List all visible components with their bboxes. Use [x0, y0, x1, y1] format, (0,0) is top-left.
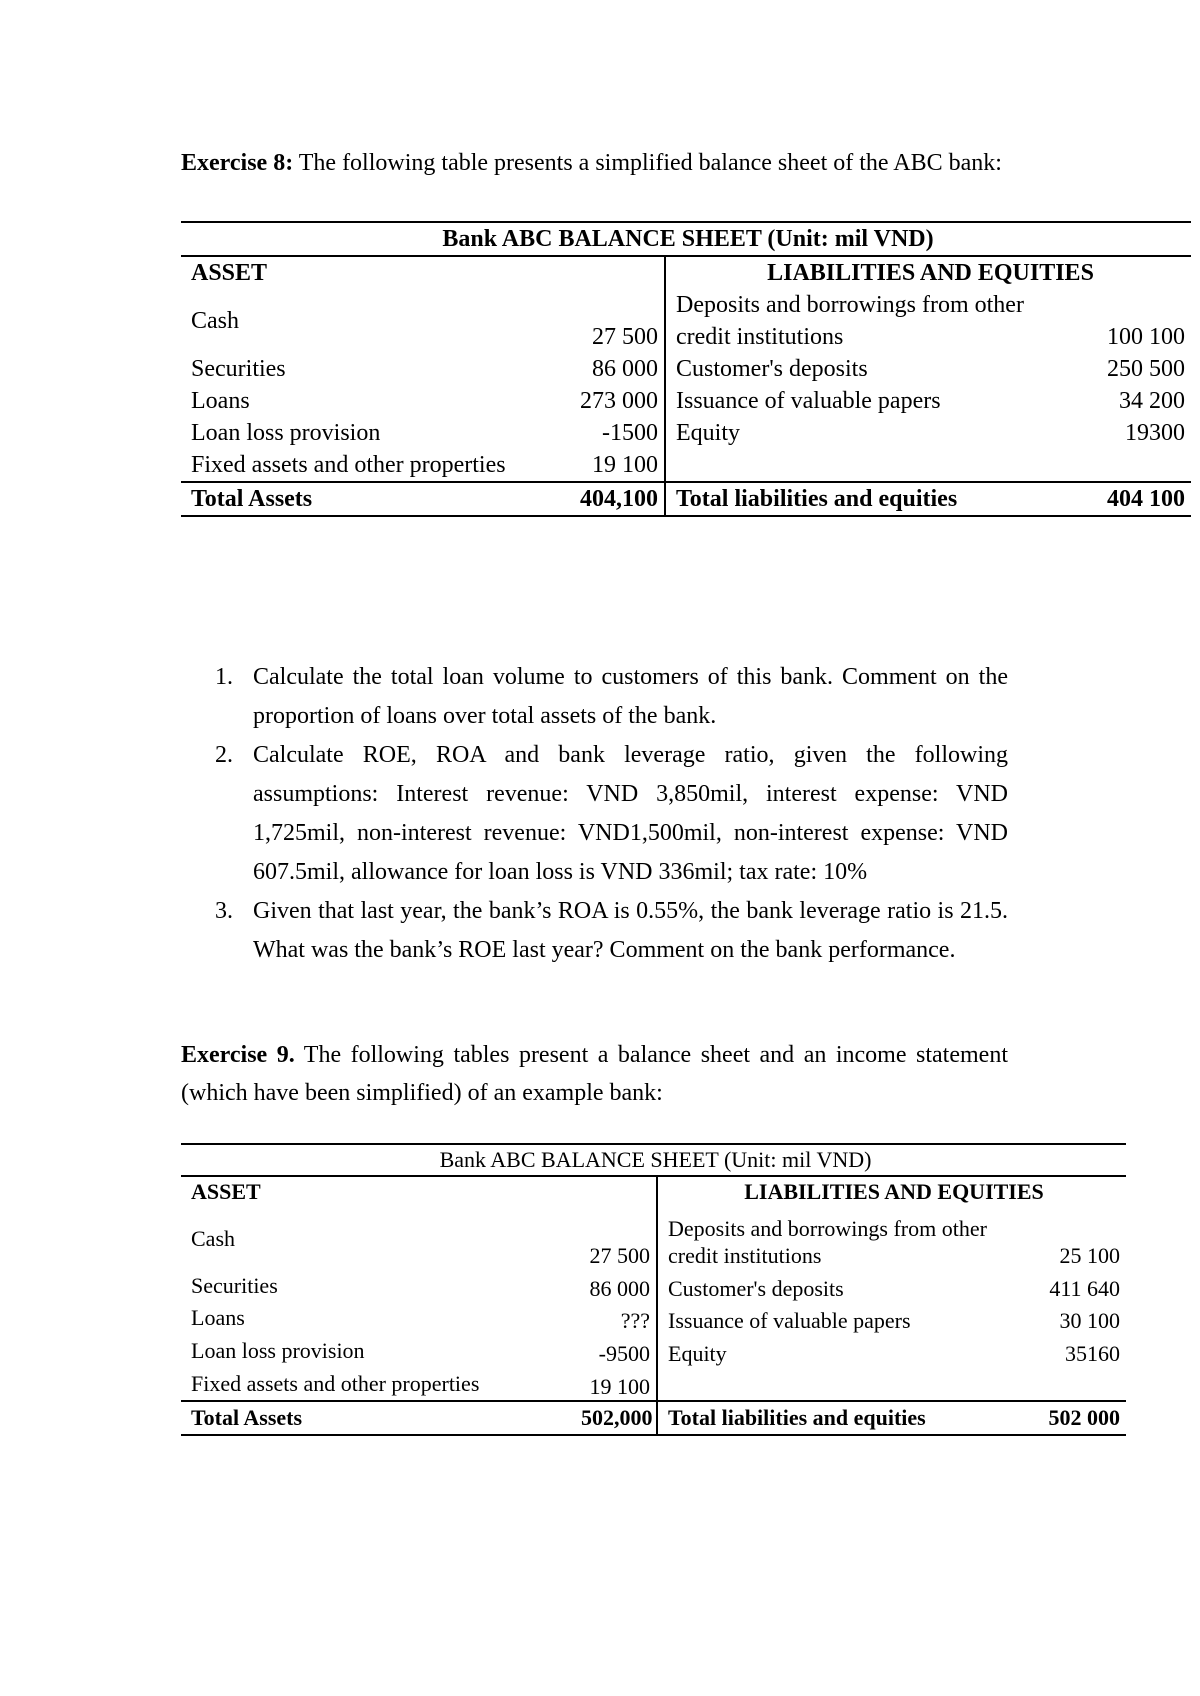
exercise-9-intro — [181, 1036, 1008, 1112]
table-1-liab-label: Customer's deposits — [676, 356, 868, 382]
question-number: 2. — [215, 742, 233, 768]
balance-sheet-table-1 — [181, 221, 1191, 517]
table-1-asset-value: 273 000 — [571, 385, 665, 417]
balance-sheet-table-2 — [181, 1143, 1126, 1436]
table-2-liab-label: Deposits and borrowings from other credit institutions — [668, 1216, 987, 1268]
table-1-liab-value: 250 500 — [1107, 356, 1186, 382]
table-2-asset-label: Cash — [191, 1225, 235, 1251]
table-2-liab-value: 35160 — [1065, 1341, 1120, 1366]
list-item — [181, 892, 1008, 970]
table-2-asset-label: Securities — [191, 1273, 278, 1298]
table-1-asset-value: 19 100 — [571, 449, 665, 482]
table-2-liab-label — [657, 1367, 1032, 1401]
table-row — [181, 385, 1191, 417]
table-1-asset-label: Securities — [191, 356, 286, 382]
exercise-9-intro-text: The following tables present a balance sheet and an income statement (which have been simplified) of an example bank: — [181, 1042, 1008, 1106]
table-2-asset-value: 27 500 — [581, 1207, 657, 1269]
table-1-total-row — [181, 482, 1191, 516]
table-1-asset-label: Loans — [191, 388, 250, 414]
table-2-total-asset-value: 502,000 — [581, 1401, 657, 1435]
table-1-asset-label: Cash — [191, 308, 239, 334]
table-2-total-liab-label: Total liabilities and equities — [657, 1401, 1032, 1435]
table-2-total-liab-value: 502 000 — [1032, 1401, 1126, 1435]
table-1-asset-header: ASSET — [181, 256, 665, 289]
table-1-liab-value: 19300 — [1125, 420, 1186, 446]
list-item — [181, 658, 1008, 736]
table-1-liab-value: 100 100 — [1107, 324, 1186, 350]
question-text: Calculate ROE, ROA and bank leverage ratio, given the following assumptions: Interest revenue: VND 3,850mil, interest expense: VND 1,725mil, non-interest revenue: VND1,500mil, non-interest expense: VND 607.5mil, allowance for loan loss is VND 336mil; tax rate: 10% — [253, 742, 1008, 885]
table-2-liab-header: LIABILITIES AND EQUITIES — [744, 1179, 1044, 1204]
table-row — [181, 289, 1191, 353]
table-row — [181, 1269, 1126, 1302]
question-text: Given that last year, the bank’s ROA is 0.55%, the bank leverage ratio is 21.5. What was the bank’s ROE last year? Comment on the bank performance. — [253, 898, 1008, 963]
table-1-liab-label — [665, 449, 1090, 482]
list-item — [181, 736, 1008, 892]
table-2-title: Bank ABC BALANCE SHEET (Unit: mil VND) — [181, 1144, 1126, 1176]
table-2-liab-label: Customer's deposits — [668, 1276, 844, 1301]
table-1-liab-label: Equity — [676, 420, 740, 446]
exercise-8-questions — [181, 658, 1008, 970]
table-2-asset-value: ??? — [581, 1302, 657, 1334]
table-2-asset-label: Loans — [191, 1305, 245, 1330]
table-row — [181, 1367, 1126, 1401]
table-1-asset-label: Fixed assets and other properties — [191, 452, 506, 478]
exercise-8-intro — [181, 144, 1008, 182]
table-1-total-asset-label: Total Assets — [181, 482, 571, 516]
table-2-asset-value: -9500 — [581, 1334, 657, 1367]
table-2-total-asset-label: Total Assets — [181, 1401, 581, 1435]
table-row — [181, 1302, 1126, 1334]
table-1-liab-header: LIABILITIES AND EQUITIES — [767, 260, 1094, 286]
table-1-asset-value: -1500 — [571, 417, 665, 449]
table-2-header-row — [181, 1176, 1126, 1207]
table-1-asset-label: Loan loss provision — [191, 420, 381, 446]
question-number: 3. — [215, 898, 233, 924]
table-2-liab-value — [1032, 1367, 1126, 1401]
table-2-liab-value: 30 100 — [1059, 1308, 1120, 1333]
table-row — [181, 449, 1191, 482]
table-1-header-row — [181, 256, 1191, 289]
table-row — [181, 1334, 1126, 1367]
question-number: 1. — [215, 664, 233, 690]
table-1-total-liab-label: Total liabilities and equities — [665, 482, 1090, 516]
table-2-asset-label: Fixed assets and other properties — [191, 1371, 480, 1396]
table-2-asset-label: Loan loss provision — [191, 1338, 365, 1363]
table-row — [181, 1207, 1126, 1269]
table-row — [181, 417, 1191, 449]
table-1-liab-value: 34 200 — [1119, 388, 1186, 414]
table-1-liab-label: Deposits and borrowings from other credit institutions — [676, 292, 1024, 350]
table-1-asset-value: 27 500 — [571, 289, 665, 353]
table-1-liab-label: Issuance of valuable papers — [676, 388, 941, 414]
table-row — [181, 353, 1191, 385]
table-2-liab-value: 411 640 — [1049, 1276, 1120, 1301]
exercise-8-label: Exercise 8: — [181, 150, 294, 176]
exercise-8-intro-text: The following table presents a simplified balance sheet of the ABC bank: — [293, 150, 1002, 176]
table-2-total-row — [181, 1401, 1126, 1435]
table-1-total-asset-value: 404,100 — [571, 482, 665, 516]
table-2-liab-value: 25 100 — [1059, 1243, 1120, 1268]
table-1-title-row — [181, 222, 1191, 256]
table-2-liab-label: Equity — [668, 1341, 727, 1366]
table-1-liab-value — [1090, 449, 1191, 482]
exercise-9-label: Exercise 9. — [181, 1042, 295, 1068]
table-2-liab-label: Issuance of valuable papers — [668, 1308, 911, 1333]
table-1-total-liab-value: 404 100 — [1090, 482, 1191, 516]
table-2-asset-value: 19 100 — [581, 1367, 657, 1401]
table-1-title: Bank ABC BALANCE SHEET (Unit: mil VND) — [181, 222, 1191, 256]
question-text: Calculate the total loan volume to customers of this bank. Comment on the proportion of loans over total assets of the bank. — [253, 664, 1008, 729]
table-2-title-row — [181, 1144, 1126, 1176]
table-2-asset-value: 86 000 — [581, 1269, 657, 1302]
table-2-asset-header: ASSET — [181, 1176, 657, 1207]
table-1-asset-value: 86 000 — [571, 353, 665, 385]
